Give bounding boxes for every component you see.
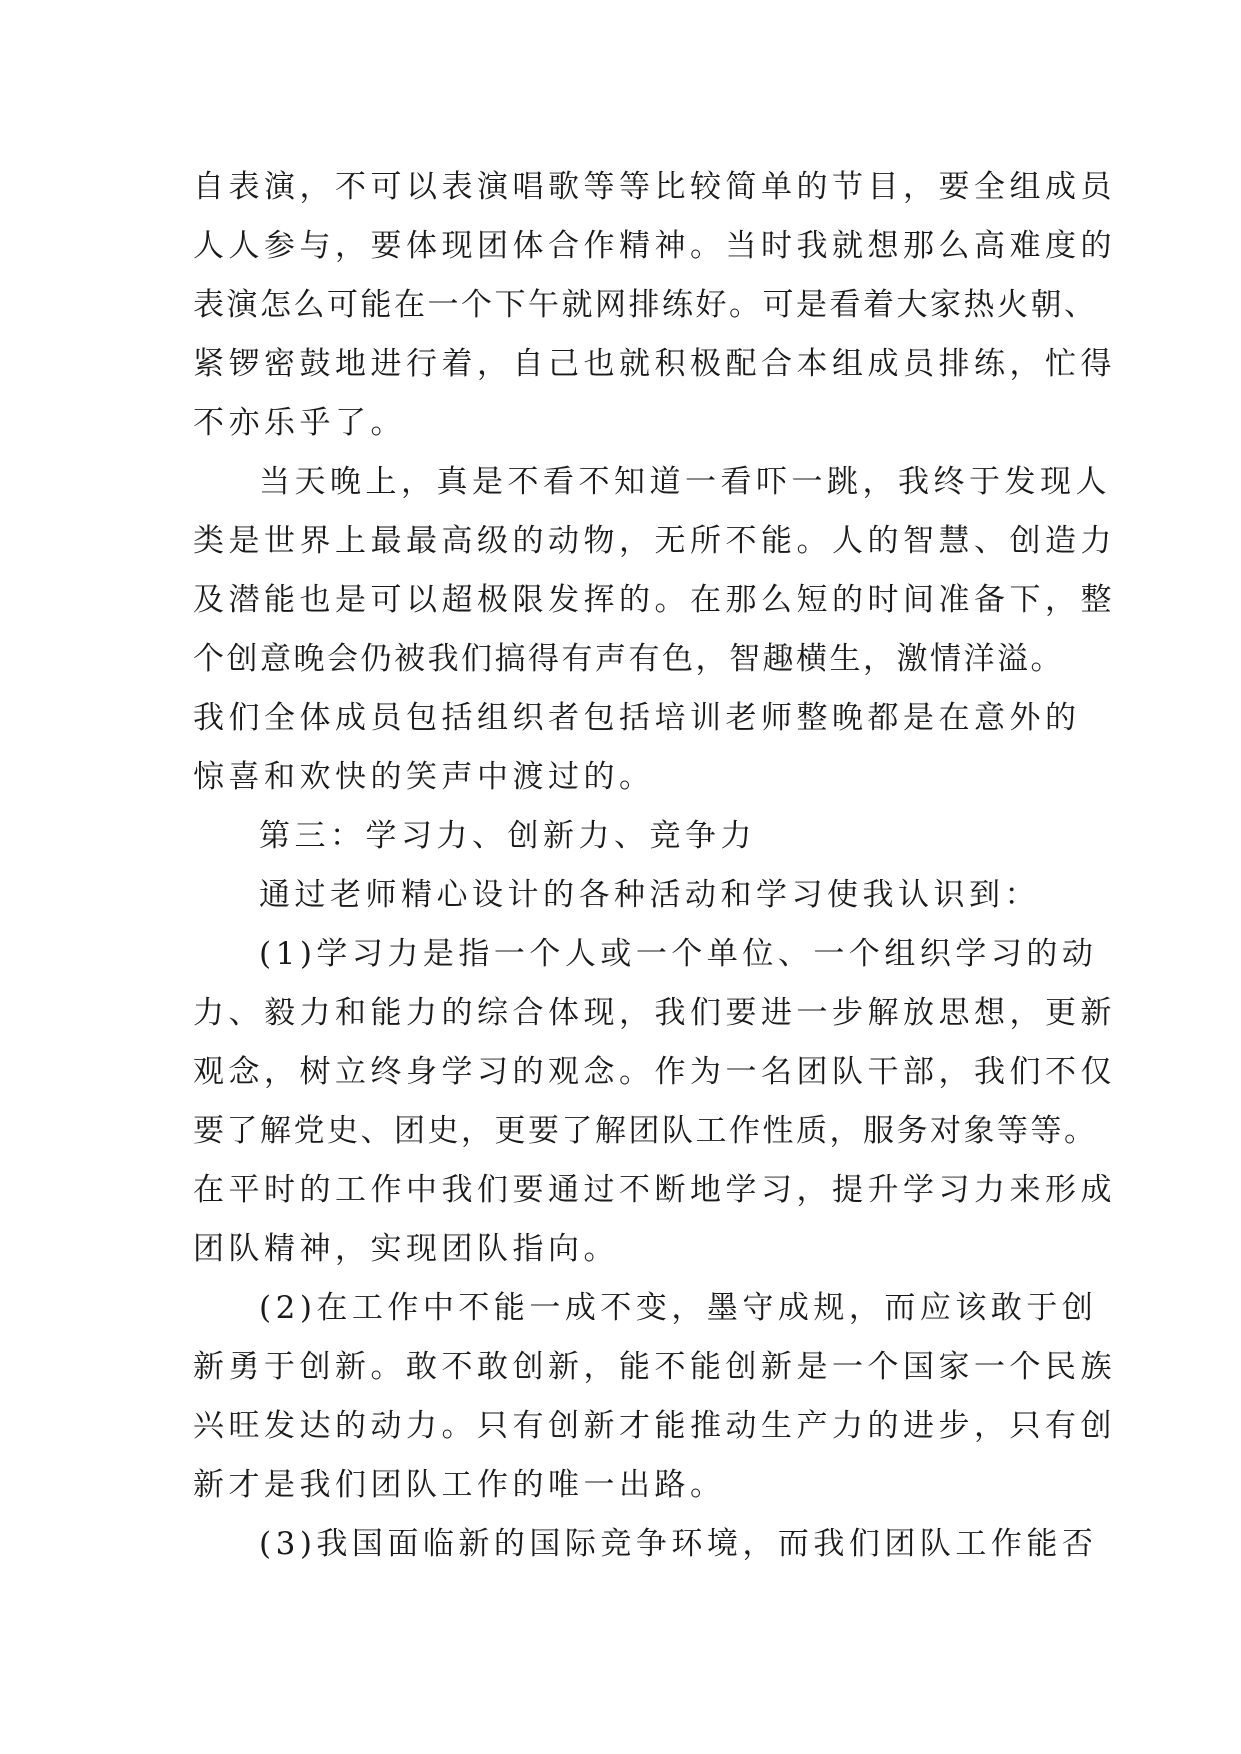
text-line: 观念，树立终身学习的观念。作为一名团队干部，我们不仅 — [193, 1054, 1116, 1090]
text-line: 自表演，不可以表演唱歌等等比较简单的节目，要全组成员 — [193, 169, 1116, 205]
text-line: 不亦乐乎了。 — [193, 405, 406, 441]
text-line: 惊喜和欢快的笑声中渡过的。 — [193, 759, 655, 795]
list-item-3-start: (3)我国面临新的国际竞争环境，而我们团队工作能否 — [259, 1526, 1098, 1562]
text-line: 及潜能也是可以超极限发挥的。在那么短的时间准备下，整 — [193, 582, 1116, 618]
text-line: 个创意晚会仍被我们搞得有声有色，智趣横生，激情洋溢。 — [193, 641, 1064, 677]
paragraph-start-line: 当天晚上，真是不看不知道一看吓一跳，我终于发现人 — [259, 464, 1111, 500]
text-line: 新才是我们团队工作的唯一出路。 — [193, 1467, 726, 1503]
text-line: 表演怎么可能在一个下午就网排练好。可是看着大家热火朝、 — [193, 287, 1098, 323]
text-line: 团队精神，实现团队指向。 — [193, 1231, 619, 1267]
body-text — [193, 158, 1116, 1574]
list-item-1-start: (1)学习力是指一个人或一个单位、一个组织学习的动 — [259, 936, 1098, 972]
list-item-2-start: (2)在工作中不能一成不变，墨守成规，而应该敢于创 — [259, 1290, 1098, 1326]
text-line: 兴旺发达的动力。只有创新才能推动生产力的进步，只有创 — [193, 1408, 1116, 1444]
text-line: 新勇于创新。敢不敢创新，能不能创新是一个国家一个民族 — [193, 1349, 1116, 1385]
section-heading: 第三：学习力、创新力、竞争力 — [259, 818, 756, 854]
text-line: 我们全体成员包括组织者包括培训老师整晚都是在意外的 — [193, 700, 1081, 736]
text-line: 力、毅力和能力的综合体现，我们要进一步解放思想，更新 — [193, 995, 1116, 1031]
text-line: 在平时的工作中我们要通过不断地学习，提升学习力来形成 — [193, 1172, 1116, 1208]
text-line: 类是世界上最最高级的动物，无所不能。人的智慧、创造力 — [193, 523, 1116, 559]
text-line: 人人参与，要体现团体合作精神。当时我就想那么高难度的 — [193, 228, 1116, 264]
paragraph-start-line: 通过老师精心设计的各种活动和学习使我认识到： — [259, 877, 1040, 913]
text-line: 要了解党史、团史，更要了解团队工作性质，服务对象等等。 — [193, 1113, 1098, 1149]
text-line: 紧锣密鼓地进行着，自己也就积极配合本组成员排练，忙得 — [193, 346, 1116, 382]
